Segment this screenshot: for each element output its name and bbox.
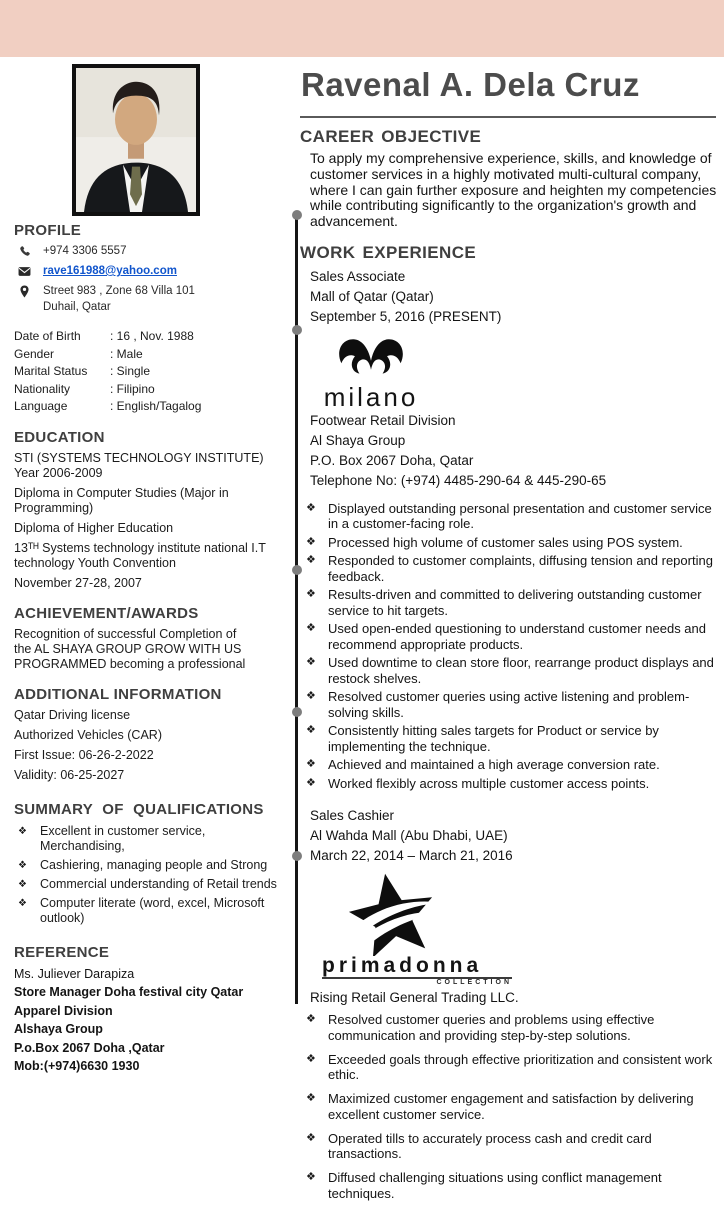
reference-line: Ms. Juliever Darapiza: [14, 966, 135, 981]
header-rule: [300, 116, 716, 118]
bullet-item: ❖ Resolved customer queries and problems using effective communication and providing step-by-step solutions.: [300, 1012, 720, 1043]
education-item: Diploma in Computer Studies (Major in Programming): [14, 485, 229, 515]
detail-row: [14, 363, 288, 380]
bullet-item: ❖ Used downtime to clean store floor, rearrange product displays and restock shelves.: [300, 655, 720, 686]
additional-info-heading: ADDITIONAL INFORMATION: [14, 685, 222, 703]
reference-line: Alshaya Group: [14, 1022, 103, 1036]
bullet-item: ❖ Processed high volume of customer sales using POS system.: [300, 535, 720, 551]
phone-number: +974 3306 5557: [43, 245, 127, 257]
primadonna-wordmark: primadonna: [322, 954, 483, 978]
address-line-1: Street 983 , Zone 68 Villa 101: [43, 285, 195, 297]
reference-line: P.o.Box 2067 Doha ,Qatar: [14, 1040, 165, 1055]
education-item: Diploma of Higher Education: [14, 520, 174, 535]
bullet-item: ❖ Achieved and maintained a high average conversion rate.: [300, 757, 720, 773]
company-line: Footwear Retail Division: [310, 412, 456, 428]
envelope-icon: [18, 265, 31, 278]
job2-bullet-list: [300, 1012, 720, 1201]
company-line: Al Shaya Group: [310, 432, 406, 448]
email-link[interactable]: rave161988@yahoo.com: [43, 265, 177, 277]
milano-logo: [316, 335, 426, 412]
bullet-item: ❖ Results-driven and committed to delivering outstanding customer service to hit targets.: [300, 587, 720, 618]
phone-row: [14, 244, 288, 259]
qualifications-list: [14, 824, 288, 926]
info-line: Validity: 06-25-2027: [14, 767, 125, 782]
detail-value: : English/Tagalog: [110, 399, 202, 413]
bullet-item: ❖ Operated tills to accurately process cash and credit card transactions.: [300, 1131, 720, 1162]
map-pin-icon: [18, 285, 31, 298]
company-line: Rising Retail General Trading LLC.: [310, 990, 519, 1006]
bullet-item: ❖ Maximized customer engagement and satisfaction by delivering excellent customer service.: [300, 1091, 720, 1122]
milano-wordmark: milano: [323, 381, 419, 412]
bullet-item: ❖ Computer literate (word, excel, Microsoft outlook): [14, 896, 288, 926]
sidebar-column: [14, 222, 288, 1076]
profile-heading: PROFILE: [14, 222, 82, 239]
detail-value: : Filipino: [110, 381, 155, 396]
job-dates: September 5, 2016 (PRESENT): [310, 308, 502, 324]
profile-photo: [72, 64, 200, 216]
candidate-name: Ravenal A. Dela Cruz: [301, 66, 640, 103]
education-heading: EDUCATION: [14, 428, 105, 446]
bullet-item: ❖ Responded to customer complaints, diffusing tension and reporting feedback.: [300, 553, 720, 584]
primadonna-collection-label: COLLECTION: [436, 979, 512, 987]
bullet-item: ❖ Displayed outstanding personal presentation and customer service in a customer-facing role.: [300, 501, 720, 532]
detail-value: : 16 , Nov. 1988: [110, 329, 194, 343]
detail-value: : Male: [110, 346, 143, 361]
detail-label: Gender: [14, 346, 55, 361]
job-title: Sales Cashier: [310, 808, 395, 824]
bullet-item: ❖ Resolved customer queries using active listening and problem-solving skills.: [300, 689, 720, 720]
career-objective-heading: CAREER OBJECTIVE: [300, 127, 482, 146]
education-item: November 27-28, 2007: [14, 575, 142, 590]
address-row: [14, 284, 288, 299]
detail-label: Date of Birth: [14, 329, 81, 343]
education-item: 13ᵀᴴ Systems technology institute national I.T technology Youth Convention: [14, 540, 266, 570]
job-dates: March 22, 2014 – March 21, 2016: [310, 848, 513, 864]
detail-row: [14, 346, 288, 363]
bullet-item: ❖ Cashiering, managing people and Strong: [14, 858, 288, 873]
detail-label: Language: [14, 399, 68, 413]
main-column: [300, 57, 720, 1210]
address-line-2: Duhail, Qatar: [43, 301, 111, 313]
bullet-item: ❖ Consistently hitting sales targets for Product or service by implementing the technique.: [300, 723, 720, 754]
reference-line: Mob:(+974)6630 1930: [14, 1059, 140, 1073]
detail-row: [14, 381, 288, 398]
detail-label: Nationality: [14, 381, 71, 396]
header-accent-bar: [0, 0, 724, 57]
work-experience-heading: WORK EXPERIENCE: [300, 242, 477, 262]
reference-line: Store Manager Doha festival city Qatar: [14, 985, 244, 999]
info-line: Authorized Vehicles (CAR): [14, 727, 162, 742]
detail-value: : Single: [110, 364, 151, 378]
detail-row: [14, 398, 288, 415]
qualifications-heading: SUMMARY OF QUALIFICATIONS: [14, 800, 264, 818]
bullet-item: ❖ Commercial understanding of Retail trends: [14, 877, 288, 892]
bullet-item: ❖ Used open-ended questioning to understand customer needs and recommend appropriate products.: [300, 621, 720, 652]
detail-row: [14, 328, 288, 345]
bullet-item: ❖ Diffused challenging situations using conflict management techniques.: [300, 1170, 720, 1201]
reference-line: Apparel Division: [14, 1003, 113, 1018]
job-title: Sales Associate: [310, 268, 406, 284]
email-row: [14, 264, 288, 279]
company-line: P.O. Box 2067 Doha, Qatar: [310, 452, 474, 468]
job-location: Al Wahda Mall (Abu Dhabi, UAE): [310, 828, 508, 844]
career-objective-text: To apply my comprehensive experience, skills, and knowledge of customer services in a highly motivated multi-cultural company, where I can gain further exposure and heighten my competencies while contributing significantly to the organization's growth and advancement.: [310, 150, 717, 230]
info-line: Qatar Driving license: [14, 707, 131, 722]
primadonna-star-icon: [336, 870, 448, 956]
info-line: First Issue: 06-26-2-2022: [14, 747, 154, 762]
achievements-heading: ACHIEVEMENT/AWARDS: [14, 604, 199, 622]
detail-label: Marital Status: [14, 364, 88, 378]
phone-icon: [18, 245, 31, 258]
milano-m-icon: [332, 335, 410, 380]
reference-heading: REFERENCE: [14, 943, 110, 961]
portrait-illustration: [76, 68, 196, 212]
education-item: STI (SYSTEMS TECHNOLOGY INSTITUTE) Year 2006-2009: [14, 450, 264, 480]
job-location: Mall of Qatar (Qatar): [310, 288, 434, 304]
primadonna-logo: [322, 870, 512, 986]
company-line: Telephone No: (+974) 4485-290-64 & 445-290-65: [310, 472, 607, 488]
bullet-item: ❖ Exceeded goals through effective prioritization and consistent work ethic.: [300, 1052, 720, 1083]
job1-bullet-list: [300, 501, 720, 792]
bullet-item: ❖ Worked flexibly across multiple customer access points.: [300, 776, 720, 792]
bullet-item: ❖ Excellent in customer service, Merchandising,: [14, 824, 288, 854]
achievements-text: Recognition of successful Completion of the AL SHAYA GROUP GROW WITH US PROGRAMMED becoming a professional: [14, 626, 246, 671]
personal-details: [14, 328, 288, 415]
